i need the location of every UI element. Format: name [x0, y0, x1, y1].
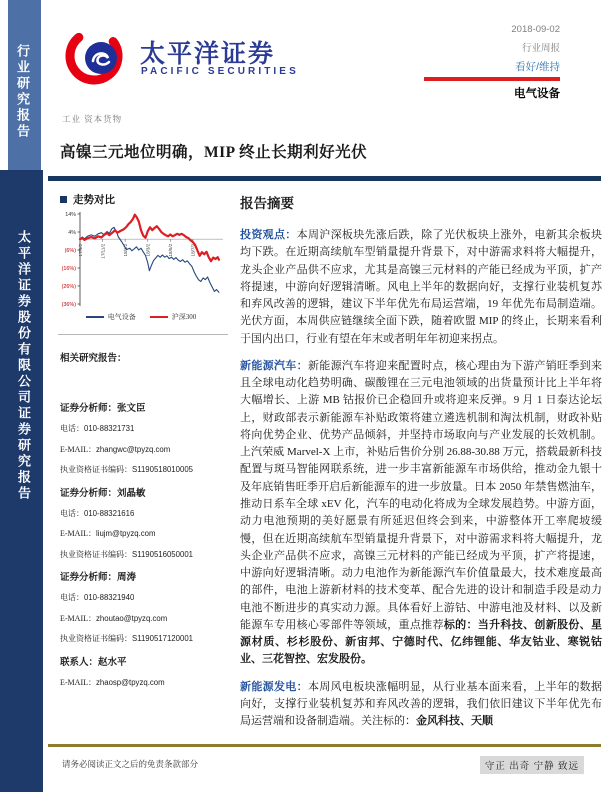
sidebar-report-type-vertical: 行业研究报告 — [15, 44, 30, 140]
svg-text:17/9/2: 17/9/2 — [77, 243, 83, 257]
svg-text:18/5/2: 18/5/2 — [168, 243, 174, 257]
analyst-cert: 执业资格证书编码：S1190516050001 — [60, 549, 193, 559]
logo-chinese-name: 太平洋证券 — [140, 40, 276, 68]
sidebar-company-vertical: 太平洋证券股份有限公司证券研究报告 — [16, 230, 31, 502]
pacific-securities-logo-icon — [64, 22, 130, 92]
industry-name: 电气设备 — [514, 87, 560, 100]
analyst-phone: 电话：010-88321940 — [60, 593, 135, 602]
rating-badge: 看好/维持 — [515, 61, 560, 73]
analyst-phone: 电话：010-88321616 — [60, 508, 135, 518]
analyst-contact-list — [60, 396, 232, 697]
paragraph-lead: 投资观点： — [240, 229, 297, 241]
left-column-divider — [58, 334, 228, 335]
analyst-name-line: 证券分析师：刘晶敏 — [60, 488, 146, 499]
legend-item — [150, 312, 197, 322]
footer-rule — [48, 744, 601, 747]
logo-english-name: PACIFIC SECURITIES — [141, 66, 299, 77]
svg-text:14%: 14% — [65, 211, 76, 218]
legend-line-sample-blue — [86, 316, 104, 318]
summary-paragraph-newpower: 新能源发电：本周风电板块涨幅明显，从行业基本面来看，上半年的数据向好，支撑行业装机复苏和弃风改善的逻辑，我们依旧建议下半年优先布局运营端和设备制造端。关注标的：金风科技、天顺 — [240, 680, 603, 728]
related-reports-heading: 相关研究报告： — [60, 354, 127, 364]
paragraph-lead: 新能源汽车： — [240, 359, 308, 372]
legend-line-sample-red — [150, 316, 168, 318]
svg-text:(6%): (6%) — [64, 247, 76, 254]
svg-text:17/11/2: 17/11/2 — [100, 243, 106, 259]
svg-text:(16%): (16%) — [61, 265, 76, 272]
contact-name-line: 联系人：赵水平 — [60, 657, 127, 668]
contact-email: E-MAIL：zhaosp@tpyzq.com — [60, 677, 165, 687]
header-meta-block — [424, 24, 560, 101]
section-bullet-icon — [60, 196, 67, 203]
analyst-name-line: 证券分析师：张文臣 — [60, 404, 146, 414]
trend-chart — [58, 208, 224, 308]
chart-legend — [58, 312, 224, 322]
recommended-stocks: 标的：当升科技、创新股份、星源材质、杉杉股份、新宙邦、宁德时代、亿纬锂能、华友钴业、寒锐钴业、三花智控、宏发股份。 — [240, 618, 603, 666]
analyst-phone: 电话：010-88321731 — [60, 424, 135, 433]
trend-section-header — [60, 192, 115, 207]
watch-stocks: 金风科技、天顺 — [416, 715, 493, 728]
report-date: 2018-09-02 — [511, 24, 560, 35]
svg-text:18/7/2: 18/7/2 — [190, 243, 196, 257]
company-motto: 守正 出奇 宁静 致远 — [480, 756, 584, 774]
analyst-email: E-MAIL：zhangwc@tpyzq.com — [60, 444, 171, 454]
analyst-cert: 执业资格证书编码：S1190518010005 — [60, 465, 193, 474]
svg-text:18/1/2: 18/1/2 — [122, 243, 128, 257]
svg-text:18/3/2: 18/3/2 — [145, 243, 151, 257]
svg-text:4%: 4% — [68, 229, 76, 236]
page-title: 高镍三元地位明确，MIP 终止长期利好光伏 — [60, 144, 368, 161]
trend-section-title: 走势对比 — [73, 195, 115, 206]
summary-heading: 报告摘要 — [240, 196, 294, 211]
legend-label: 电气设备 — [107, 313, 136, 321]
legend-item — [86, 312, 136, 322]
analyst-name-line: 证券分析师：周涛 — [60, 573, 137, 583]
summary-paragraph-nev: 新能源汽车：新能源汽车将迎来配置时点，核心理由为下游产销旺季到来且全球电动化趋势明确、碳酸锂在三元电池领域的出货量预计比上半年将大幅增长、上游 MB 钴报价已企稳回升或将迎来反弹。9 月 1 日泰达论坛上，财政部表示新能源车补贴政策将建立遴选机制和淘汰机制，财政补贴将向优势企业、优势产品倾斜，并坚持市场取向与产业发展的长效机制。上汽荣威 Marvel-X 上市，补贴后售价分别 26.88-30.88 万元，搭载最新科技配置与斑马智能网联系统，进一步丰富新能源车市场供给，推动金九银十及年底销售旺季开启后新能源车的进一步放量。日本 2050 年禁售燃油车，推动日系车全球 xEV 化，汽车的电动化将成为全球发展趋势。中游方面，动力电池预期的美好愿景有所延迟但终会到来，中游整体开工率爬坡缓慢，但在近期高续航车型销量提升背景下，对中游需求料将大幅提升，龙头企业产品供不应求，高镍三元材料的产能已经成为平顶，扩产将提速，中游向好逻辑清晰。动力电池作为新能源汽车价值量最大，技术难度最高的部件，电池上游新材料的技术变革、配合先进的设计和制造手段是动力电池不断进步的真实动力源。具体看好上游钴、中游电池及材料、以及新能源车专用核心零部件等领域，重点推荐标的：当升科技、创新股份、星源材质、杉杉股份、新宙邦、宁德时代、亿纬锂能、华友钴业、寒锐钴业、三花智控、宏发股份。 — [240, 359, 603, 666]
rating-underline — [424, 77, 560, 81]
report-type: 行业周报 — [521, 43, 560, 54]
disclaimer-note: 请务必阅读正文之后的免责条款部分 — [62, 759, 199, 769]
svg-text:(26%): (26%) — [61, 283, 76, 290]
legend-label: 沪深300 — [171, 313, 197, 321]
title-rule — [48, 176, 601, 181]
analyst-email: E-MAIL：liujm@tpyzq.com — [60, 529, 156, 538]
svg-text:(36%): (36%) — [61, 301, 76, 308]
report-summary — [240, 192, 602, 740]
summary-paragraph-investment: 投资观点：本周沪深板块先涨后跌，除了光伏板块上涨外，电新其余板块均下跌。在近期高续航车型销量提升背景下，对中游需求料将大幅提升，龙头企业产品供不应求，尤其是高镍三元材料的产能已经成为平顶，扩产将提速，中游向好逻辑清晰。风电上半年的数据向好，支撑行业装机复苏和弃风改善的逻辑，建议下半年优先布局运营端，19 年优先布局制造端。光伏方面，本周供应链继续全面下跌，随着欧盟 MIP 的终止，长期来看利于国内出口，行业有望在年末或者明年年初迎来拐点。 — [240, 229, 603, 345]
paragraph-lead: 新能源发电： — [240, 680, 308, 693]
breadcrumb: 工业 资本货物 — [62, 114, 123, 124]
analyst-email: E-MAIL：zhoutao@tpyzq.com — [60, 613, 168, 623]
analyst-cert: 执业资格证书编码：S1190517120001 — [60, 634, 193, 643]
